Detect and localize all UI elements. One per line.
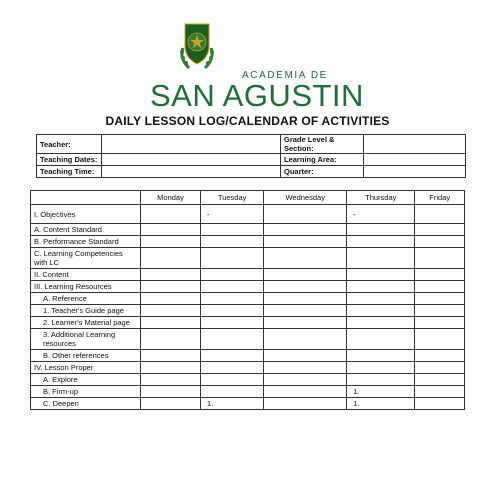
- row-label: I. Objectives: [31, 205, 141, 224]
- day-cell[interactable]: [347, 305, 415, 317]
- row-label: IV. Lesson Proper: [31, 362, 141, 374]
- day-cell[interactable]: 1.: [347, 398, 415, 410]
- day-cell[interactable]: [264, 362, 347, 374]
- grade-section-value[interactable]: [364, 135, 466, 154]
- day-cell[interactable]: [141, 224, 201, 236]
- day-cell[interactable]: [415, 317, 465, 329]
- day-cell[interactable]: 1.: [347, 386, 415, 398]
- day-cell[interactable]: [201, 248, 264, 269]
- day-cell[interactable]: [201, 374, 264, 386]
- day-cell[interactable]: [264, 317, 347, 329]
- day-cell[interactable]: [347, 350, 415, 362]
- teaching-time-value[interactable]: [102, 166, 281, 178]
- teacher-label: Teacher:: [37, 135, 102, 154]
- day-cell[interactable]: [201, 317, 264, 329]
- learning-area-value[interactable]: [364, 154, 466, 166]
- day-cell[interactable]: [141, 293, 201, 305]
- day-cell[interactable]: [141, 269, 201, 281]
- row-label: B. Other references: [31, 350, 141, 362]
- table-row: [31, 224, 465, 236]
- day-cell[interactable]: [415, 329, 465, 350]
- teacher-value[interactable]: [102, 135, 281, 154]
- table-row: [31, 329, 465, 350]
- day-cell[interactable]: [264, 350, 347, 362]
- quarter-label: Quarter:: [281, 166, 364, 178]
- header-info-table: [36, 134, 466, 178]
- day-cell[interactable]: [415, 362, 465, 374]
- day-cell[interactable]: [415, 293, 465, 305]
- day-cell[interactable]: [415, 350, 465, 362]
- table-row: [31, 398, 465, 410]
- day-cell[interactable]: [264, 269, 347, 281]
- day-cell[interactable]: [201, 305, 264, 317]
- day-cell[interactable]: [415, 398, 465, 410]
- day-cell[interactable]: [264, 224, 347, 236]
- table-row: [31, 374, 465, 386]
- day-cell[interactable]: [201, 386, 264, 398]
- day-cell[interactable]: -: [347, 205, 415, 224]
- day-cell[interactable]: -: [201, 205, 264, 224]
- day-cell[interactable]: [415, 205, 465, 224]
- table-row: [31, 236, 465, 248]
- day-cell[interactable]: [141, 374, 201, 386]
- day-cell[interactable]: [415, 236, 465, 248]
- day-header-wednesday: Wednesday: [264, 191, 347, 205]
- table-row: [31, 205, 465, 224]
- day-cell[interactable]: [141, 350, 201, 362]
- brand-academia-text: ACADEMIA DE: [242, 70, 328, 81]
- day-cell[interactable]: [347, 293, 415, 305]
- day-cell[interactable]: [264, 386, 347, 398]
- day-cell[interactable]: [415, 269, 465, 281]
- day-cell[interactable]: [347, 281, 415, 293]
- day-cell[interactable]: [201, 236, 264, 248]
- school-seal-icon: [177, 18, 217, 72]
- row-label: A. Content Standard: [31, 224, 141, 236]
- day-cell[interactable]: [201, 350, 264, 362]
- day-cell[interactable]: [264, 205, 347, 224]
- lesson-log-table: [30, 190, 465, 410]
- day-cell[interactable]: [201, 293, 264, 305]
- day-cell[interactable]: [141, 248, 201, 269]
- day-cell[interactable]: [347, 362, 415, 374]
- row-label: C. Deepen: [31, 398, 141, 410]
- day-cell[interactable]: [141, 362, 201, 374]
- row-label: B. Firm-up: [31, 386, 141, 398]
- row-label: 1. Teacher's Guide page: [31, 305, 141, 317]
- table-row: [31, 248, 465, 269]
- day-cell[interactable]: [347, 236, 415, 248]
- day-cell[interactable]: [141, 317, 201, 329]
- row-label: B. Performance Standard: [31, 236, 141, 248]
- day-cell[interactable]: [415, 374, 465, 386]
- brand-name-text: SAN AGUSTIN: [150, 78, 364, 113]
- day-cell[interactable]: [264, 305, 347, 317]
- row-label: A. Explore: [31, 374, 141, 386]
- learning-area-label: Learning Area:: [281, 154, 364, 166]
- day-cell[interactable]: [264, 236, 347, 248]
- day-cell[interactable]: [141, 305, 201, 317]
- table-row: [31, 293, 465, 305]
- day-cell[interactable]: [141, 329, 201, 350]
- day-cell[interactable]: [264, 281, 347, 293]
- day-header-row: [31, 191, 465, 205]
- corner-cell: [31, 191, 141, 205]
- day-cell[interactable]: [201, 329, 264, 350]
- teaching-time-label: Teaching Time:: [37, 166, 102, 178]
- day-cell[interactable]: [415, 386, 465, 398]
- day-cell[interactable]: [347, 329, 415, 350]
- day-cell[interactable]: [141, 281, 201, 293]
- day-cell[interactable]: [201, 224, 264, 236]
- school-logo: [150, 18, 364, 113]
- day-cell[interactable]: [264, 248, 347, 269]
- table-row: [31, 281, 465, 293]
- day-cell[interactable]: [347, 248, 415, 269]
- day-cell[interactable]: [201, 362, 264, 374]
- day-cell[interactable]: [264, 293, 347, 305]
- row-label: C. Learning Competencies with LC: [31, 248, 141, 269]
- table-row: [31, 362, 465, 374]
- table-row: [31, 350, 465, 362]
- day-header-monday: Monday: [141, 191, 201, 205]
- document-title: DAILY LESSON LOG/CALENDAR OF ACTIVITIES: [105, 114, 390, 128]
- day-cell[interactable]: [347, 374, 415, 386]
- day-header-friday: Friday: [415, 191, 465, 205]
- table-row: [31, 386, 465, 398]
- teaching-dates-value[interactable]: [102, 154, 281, 166]
- row-label: III. Learning Resources: [31, 281, 141, 293]
- day-cell[interactable]: [347, 224, 415, 236]
- day-cell[interactable]: [264, 329, 347, 350]
- day-cell[interactable]: [415, 248, 465, 269]
- row-label: 3. Additional Learning resources: [31, 329, 141, 350]
- day-cell[interactable]: 1.: [201, 398, 264, 410]
- day-cell[interactable]: [347, 317, 415, 329]
- grade-section-label: Grade Level & Section:: [281, 135, 364, 154]
- row-label: II. Content: [31, 269, 141, 281]
- day-cell[interactable]: [264, 398, 347, 410]
- day-cell[interactable]: [264, 374, 347, 386]
- day-cell[interactable]: [141, 398, 201, 410]
- day-header-tuesday: Tuesday: [201, 191, 264, 205]
- day-cell[interactable]: [141, 386, 201, 398]
- day-cell[interactable]: [415, 224, 465, 236]
- day-cell[interactable]: [415, 305, 465, 317]
- day-cell[interactable]: [201, 269, 264, 281]
- teaching-dates-label: Teaching Dates:: [37, 154, 102, 166]
- day-cell[interactable]: [141, 205, 201, 224]
- row-label: 2. Learner's Material page: [31, 317, 141, 329]
- table-row: [31, 317, 465, 329]
- quarter-value[interactable]: [364, 166, 466, 178]
- day-cell[interactable]: [415, 281, 465, 293]
- day-cell[interactable]: [201, 281, 264, 293]
- row-label: A. Reference: [31, 293, 141, 305]
- day-header-thursday: Thursday: [347, 191, 415, 205]
- day-cell[interactable]: [347, 269, 415, 281]
- table-row: [31, 305, 465, 317]
- table-row: [31, 269, 465, 281]
- day-cell[interactable]: [141, 236, 201, 248]
